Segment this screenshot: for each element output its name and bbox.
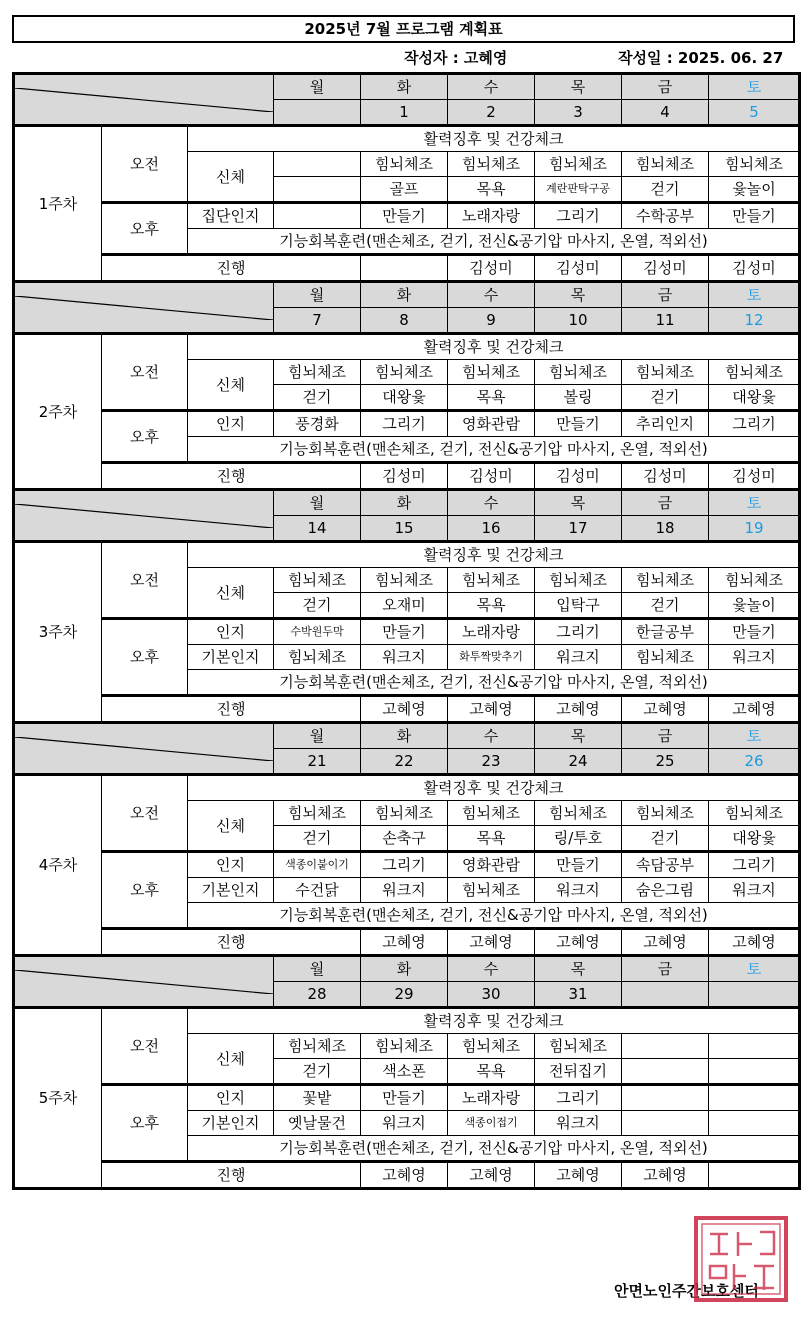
week-label: 2주차 <box>14 334 102 490</box>
page-title: 2025년 7월 프로그램 계획표 <box>12 15 795 43</box>
morning-label: 오전 <box>102 334 188 411</box>
day-name-cell: 월 <box>274 723 361 749</box>
day-header-row <box>14 956 800 982</box>
program-cell: 만들기 <box>535 852 622 878</box>
diagonal-line <box>15 296 273 320</box>
day-name-cell: 목 <box>535 282 622 308</box>
vitals-cell: 활력징후 및 건강체크 <box>188 1008 800 1034</box>
program-cell: 영화관람 <box>448 852 535 878</box>
progress-row <box>14 463 800 490</box>
program-cell: 입탁구 <box>535 593 622 619</box>
body-label: 신체 <box>188 1034 274 1085</box>
date-cell: 17 <box>535 516 622 542</box>
program-cell: 윷놀이 <box>709 177 800 203</box>
instructor-cell <box>361 255 448 282</box>
day-name-cell: 금 <box>622 490 709 516</box>
date-cell: 29 <box>361 982 448 1008</box>
program-cell: 힘뇌체조 <box>622 568 709 593</box>
cognitive-row <box>14 411 800 437</box>
date-cell <box>274 100 361 126</box>
corner-diagonal-cell <box>14 282 274 334</box>
date-cell: 26 <box>709 749 800 775</box>
program-cell: 대왕윷 <box>709 385 800 411</box>
instructor-cell: 고혜영 <box>535 929 622 956</box>
rehab-cell: 기능회복훈련(맨손체조, 걷기, 전신&공기압 마사지, 온열, 적외선) <box>188 903 800 929</box>
program-cell: 힘뇌체조 <box>535 1034 622 1059</box>
program-cell: 힘뇌체조 <box>535 152 622 177</box>
day-name-cell: 목 <box>535 490 622 516</box>
day-name-cell: 금 <box>622 723 709 749</box>
program-cell: 만들기 <box>709 619 800 645</box>
progress-row <box>14 929 800 956</box>
instructor-cell: 고혜영 <box>622 1162 709 1189</box>
diagonal-line <box>15 88 273 112</box>
date-cell: 10 <box>535 308 622 334</box>
day-name-cell: 화 <box>361 490 448 516</box>
program-cell: 목욕 <box>448 385 535 411</box>
instructor-cell: 고혜영 <box>709 696 800 723</box>
body-label: 신체 <box>188 801 274 852</box>
day-name-cell: 수 <box>448 490 535 516</box>
vitals-cell: 활력징후 및 건강체크 <box>188 542 800 568</box>
rehab-cell: 기능회복훈련(맨손체조, 걷기, 전신&공기압 마사지, 온열, 적외선) <box>188 1136 800 1162</box>
cognitive-row <box>14 852 800 878</box>
day-name-cell: 수 <box>448 956 535 982</box>
program-cell: 대왕윷 <box>709 826 800 852</box>
rehab-cell: 기능회복훈련(맨손체조, 걷기, 전신&공기압 마사지, 온열, 적외선) <box>188 229 800 255</box>
program-cell: 걷기 <box>274 385 361 411</box>
instructor-cell: 고혜영 <box>535 696 622 723</box>
day-name-cell: 토 <box>709 282 800 308</box>
body-label: 신체 <box>188 568 274 619</box>
day-name-cell: 토 <box>709 956 800 982</box>
program-cell: 수학공부 <box>622 203 709 229</box>
corner-diagonal-cell <box>14 956 274 1008</box>
program-cell: 목욕 <box>448 593 535 619</box>
week-label: 3주차 <box>14 542 102 723</box>
day-name-cell: 수 <box>448 282 535 308</box>
morning-label: 오전 <box>102 542 188 619</box>
date-cell: 16 <box>448 516 535 542</box>
date-cell <box>622 982 709 1008</box>
instructor-cell: 고혜영 <box>361 1162 448 1189</box>
date-cell: 30 <box>448 982 535 1008</box>
program-cell: 볼링 <box>535 385 622 411</box>
diagonal-line <box>15 504 273 528</box>
instructor-cell: 고혜영 <box>448 1162 535 1189</box>
program-cell: 힘뇌체조 <box>622 645 709 670</box>
basic-cognitive-label: 기본인지 <box>188 645 274 670</box>
program-cell: 걷기 <box>622 826 709 852</box>
day-name-cell: 월 <box>274 490 361 516</box>
program-cell: 한글공부 <box>622 619 709 645</box>
program-cell: 워크지 <box>709 645 800 670</box>
program-cell: 힘뇌체조 <box>274 1034 361 1059</box>
program-cell: 힘뇌체조 <box>274 360 361 385</box>
program-cell: 워크지 <box>361 878 448 903</box>
program-cell: 노래자랑 <box>448 619 535 645</box>
program-cell: 그리기 <box>361 852 448 878</box>
day-name-cell: 금 <box>622 956 709 982</box>
program-cell: 힘뇌체조 <box>535 801 622 826</box>
vitals-row <box>14 126 800 152</box>
progress-row <box>14 696 800 723</box>
program-cell <box>622 1034 709 1059</box>
date-cell: 19 <box>709 516 800 542</box>
date-cell: 7 <box>274 308 361 334</box>
date-cell: 4 <box>622 100 709 126</box>
program-cell: 추리인지 <box>622 411 709 437</box>
program-cell: 워크지 <box>361 645 448 670</box>
program-cell: 힘뇌체조 <box>274 568 361 593</box>
program-cell: 힘뇌체조 <box>448 1034 535 1059</box>
date-cell: 23 <box>448 749 535 775</box>
progress-label: 진행 <box>102 463 361 490</box>
cognitive-label: 인지 <box>188 619 274 645</box>
day-header-row <box>14 74 800 100</box>
day-name-cell: 목 <box>535 956 622 982</box>
program-cell <box>622 1085 709 1111</box>
program-cell: 힘뇌체조 <box>361 1034 448 1059</box>
center-seal-stamp <box>690 1214 794 1304</box>
week-label: 1주차 <box>14 126 102 282</box>
instructor-cell: 고혜영 <box>622 929 709 956</box>
program-cell: 워크지 <box>709 878 800 903</box>
program-cell: 풍경화 <box>274 411 361 437</box>
program-cell: 힘뇌체조 <box>622 360 709 385</box>
program-cell: 색종이붙이기 <box>274 852 361 878</box>
morning-label: 오전 <box>102 126 188 203</box>
program-cell: 워크지 <box>361 1111 448 1136</box>
body-label: 신체 <box>188 152 274 203</box>
program-schedule-table <box>12 72 801 1190</box>
program-cell <box>709 1034 800 1059</box>
program-cell: 만들기 <box>361 1085 448 1111</box>
day-name-cell: 금 <box>622 282 709 308</box>
author-label: 작성자 : 고혜영 <box>404 49 508 67</box>
program-cell <box>622 1059 709 1085</box>
date-cell: 3 <box>535 100 622 126</box>
program-cell: 힘뇌체조 <box>274 801 361 826</box>
date-cell: 14 <box>274 516 361 542</box>
program-cell: 노래자랑 <box>448 1085 535 1111</box>
cognitive-row <box>14 203 800 229</box>
progress-row <box>14 255 800 282</box>
program-cell: 색소폰 <box>361 1059 448 1085</box>
vitals-row <box>14 1008 800 1034</box>
program-cell: 걷기 <box>622 593 709 619</box>
week-label: 5주차 <box>14 1008 102 1189</box>
day-name-cell: 금 <box>622 74 709 100</box>
vitals-cell: 활력징후 및 건강체크 <box>188 334 800 360</box>
program-cell: 그리기 <box>361 411 448 437</box>
instructor-cell: 김성미 <box>448 255 535 282</box>
body-label: 신체 <box>188 360 274 411</box>
day-name-cell: 목 <box>535 723 622 749</box>
program-cell: 만들기 <box>709 203 800 229</box>
program-cell: 그리기 <box>535 619 622 645</box>
program-cell: 힘뇌체조 <box>622 152 709 177</box>
day-header-row <box>14 490 800 516</box>
instructor-cell: 김성미 <box>535 463 622 490</box>
progress-label: 진행 <box>102 929 361 956</box>
date-written-label: 작성일 : 2025. 06. 27 <box>618 49 784 67</box>
program-cell: 워크지 <box>535 1111 622 1136</box>
instructor-cell: 고혜영 <box>361 696 448 723</box>
instructor-cell: 고혜영 <box>709 929 800 956</box>
cognitive-row <box>14 619 800 645</box>
progress-label: 진행 <box>102 255 361 282</box>
cognitive-label: 집단인지 <box>188 203 274 229</box>
program-cell: 목욕 <box>448 1059 535 1085</box>
program-cell: 힘뇌체조 <box>361 360 448 385</box>
date-cell: 31 <box>535 982 622 1008</box>
program-cell: 손축구 <box>361 826 448 852</box>
vitals-cell: 활력징후 및 건강체크 <box>188 775 800 801</box>
program-cell: 꽃밭 <box>274 1085 361 1111</box>
date-cell <box>709 982 800 1008</box>
vitals-row <box>14 542 800 568</box>
program-cell: 오재미 <box>361 593 448 619</box>
corner-diagonal-cell <box>14 723 274 775</box>
program-cell: 힘뇌체조 <box>448 568 535 593</box>
date-cell: 28 <box>274 982 361 1008</box>
program-cell: 힘뇌체조 <box>709 360 800 385</box>
program-cell: 힘뇌체조 <box>448 152 535 177</box>
day-name-cell: 토 <box>709 74 800 100</box>
cognitive-row <box>14 1085 800 1111</box>
program-cell: 대왕윷 <box>361 385 448 411</box>
program-cell: 계란판탁구공 <box>535 177 622 203</box>
program-cell: 힘뇌체조 <box>535 360 622 385</box>
day-name-cell: 화 <box>361 282 448 308</box>
rehab-cell: 기능회복훈련(맨손체조, 걷기, 전신&공기압 마사지, 온열, 적외선) <box>188 670 800 696</box>
instructor-cell: 김성미 <box>709 463 800 490</box>
basic-cognitive-label: 기본인지 <box>188 878 274 903</box>
program-cell: 만들기 <box>535 411 622 437</box>
instructor-cell: 고혜영 <box>361 929 448 956</box>
instructor-cell: 김성미 <box>709 255 800 282</box>
day-name-cell: 목 <box>535 74 622 100</box>
day-name-cell: 월 <box>274 74 361 100</box>
program-cell: 노래자랑 <box>448 203 535 229</box>
program-cell: 그리기 <box>535 1085 622 1111</box>
day-name-cell: 토 <box>709 490 800 516</box>
program-cell: 힘뇌체조 <box>361 801 448 826</box>
date-cell: 11 <box>622 308 709 334</box>
program-cell: 그리기 <box>709 411 800 437</box>
program-cell: 만들기 <box>361 619 448 645</box>
date-cell: 24 <box>535 749 622 775</box>
afternoon-label: 오후 <box>102 203 188 255</box>
program-cell: 화투짝맞추기 <box>448 645 535 670</box>
vitals-row <box>14 334 800 360</box>
program-cell: 걷기 <box>274 826 361 852</box>
day-name-cell: 수 <box>448 723 535 749</box>
date-cell: 21 <box>274 749 361 775</box>
program-cell: 전뒤집기 <box>535 1059 622 1085</box>
program-cell: 옛날물건 <box>274 1111 361 1136</box>
date-cell: 25 <box>622 749 709 775</box>
program-cell: 힘뇌체조 <box>709 152 800 177</box>
day-name-cell: 월 <box>274 956 361 982</box>
day-name-cell: 화 <box>361 723 448 749</box>
program-cell: 힘뇌체조 <box>622 801 709 826</box>
progress-row <box>14 1162 800 1189</box>
program-cell: 힘뇌체조 <box>448 878 535 903</box>
day-name-cell: 토 <box>709 723 800 749</box>
program-cell: 속담공부 <box>622 852 709 878</box>
program-cell <box>274 152 361 177</box>
afternoon-label: 오후 <box>102 852 188 929</box>
vitals-row <box>14 775 800 801</box>
program-cell: 걷기 <box>622 177 709 203</box>
date-cell: 8 <box>361 308 448 334</box>
program-cell: 목욕 <box>448 177 535 203</box>
cognitive-label: 인지 <box>188 1085 274 1111</box>
basic-cognitive-label: 기본인지 <box>188 1111 274 1136</box>
progress-label: 진행 <box>102 1162 361 1189</box>
program-cell: 워크지 <box>535 645 622 670</box>
program-cell: 힘뇌체조 <box>709 801 800 826</box>
corner-diagonal-cell <box>14 490 274 542</box>
program-cell: 골프 <box>361 177 448 203</box>
program-cell: 힘뇌체조 <box>361 568 448 593</box>
program-cell: 힘뇌체조 <box>361 152 448 177</box>
instructor-cell: 고혜영 <box>622 696 709 723</box>
week-label: 4주차 <box>14 775 102 956</box>
progress-label: 진행 <box>102 696 361 723</box>
program-cell: 목욕 <box>448 826 535 852</box>
instructor-cell: 김성미 <box>622 463 709 490</box>
program-cell: 수박원두막 <box>274 619 361 645</box>
program-cell: 걷기 <box>622 385 709 411</box>
day-name-cell: 월 <box>274 282 361 308</box>
program-cell <box>709 1111 800 1136</box>
program-cell: 그리기 <box>709 852 800 878</box>
day-name-cell: 화 <box>361 956 448 982</box>
program-cell <box>274 177 361 203</box>
instructor-cell: 김성미 <box>535 255 622 282</box>
date-cell: 12 <box>709 308 800 334</box>
date-cell: 9 <box>448 308 535 334</box>
afternoon-label: 오후 <box>102 411 188 463</box>
program-cell <box>709 1059 800 1085</box>
program-cell: 만들기 <box>361 203 448 229</box>
program-cell: 힘뇌체조 <box>448 360 535 385</box>
program-cell: 걷기 <box>274 1059 361 1085</box>
program-cell <box>622 1111 709 1136</box>
morning-label: 오전 <box>102 1008 188 1085</box>
program-cell <box>274 203 361 229</box>
day-header-row <box>14 723 800 749</box>
corner-diagonal-cell <box>14 74 274 126</box>
date-cell: 18 <box>622 516 709 542</box>
program-cell: 힘뇌체조 <box>535 568 622 593</box>
program-cell: 링/투호 <box>535 826 622 852</box>
afternoon-label: 오후 <box>102 619 188 696</box>
diagonal-line <box>15 737 273 761</box>
afternoon-label: 오후 <box>102 1085 188 1162</box>
instructor-cell: 김성미 <box>448 463 535 490</box>
instructor-cell: 김성미 <box>622 255 709 282</box>
instructor-cell: 고혜영 <box>448 929 535 956</box>
instructor-cell <box>709 1162 800 1189</box>
day-name-cell: 화 <box>361 74 448 100</box>
date-cell: 15 <box>361 516 448 542</box>
instructor-cell: 고혜영 <box>535 1162 622 1189</box>
center-name: 안면노인주간보호센터 <box>614 1282 759 1300</box>
program-cell: 윷놀이 <box>709 593 800 619</box>
program-cell: 걷기 <box>274 593 361 619</box>
diagonal-line <box>15 970 273 994</box>
instructor-cell: 고혜영 <box>448 696 535 723</box>
program-cell <box>709 1085 800 1111</box>
program-cell: 영화관람 <box>448 411 535 437</box>
day-header-row <box>14 282 800 308</box>
instructor-cell: 김성미 <box>361 463 448 490</box>
program-cell: 힘뇌체조 <box>274 645 361 670</box>
cognitive-label: 인지 <box>188 852 274 878</box>
day-name-cell: 수 <box>448 74 535 100</box>
date-cell: 5 <box>709 100 800 126</box>
date-cell: 2 <box>448 100 535 126</box>
date-cell: 22 <box>361 749 448 775</box>
program-cell: 색종이접기 <box>448 1111 535 1136</box>
vitals-cell: 활력징후 및 건강체크 <box>188 126 800 152</box>
program-cell: 힘뇌체조 <box>709 568 800 593</box>
program-cell: 그리기 <box>535 203 622 229</box>
program-cell: 숨은그림 <box>622 878 709 903</box>
rehab-cell: 기능회복훈련(맨손체조, 걷기, 전신&공기압 마사지, 온열, 적외선) <box>188 437 800 463</box>
program-cell: 힘뇌체조 <box>448 801 535 826</box>
program-cell: 워크지 <box>535 878 622 903</box>
date-cell: 1 <box>361 100 448 126</box>
program-cell: 수건닭 <box>274 878 361 903</box>
cognitive-label: 인지 <box>188 411 274 437</box>
morning-label: 오전 <box>102 775 188 852</box>
